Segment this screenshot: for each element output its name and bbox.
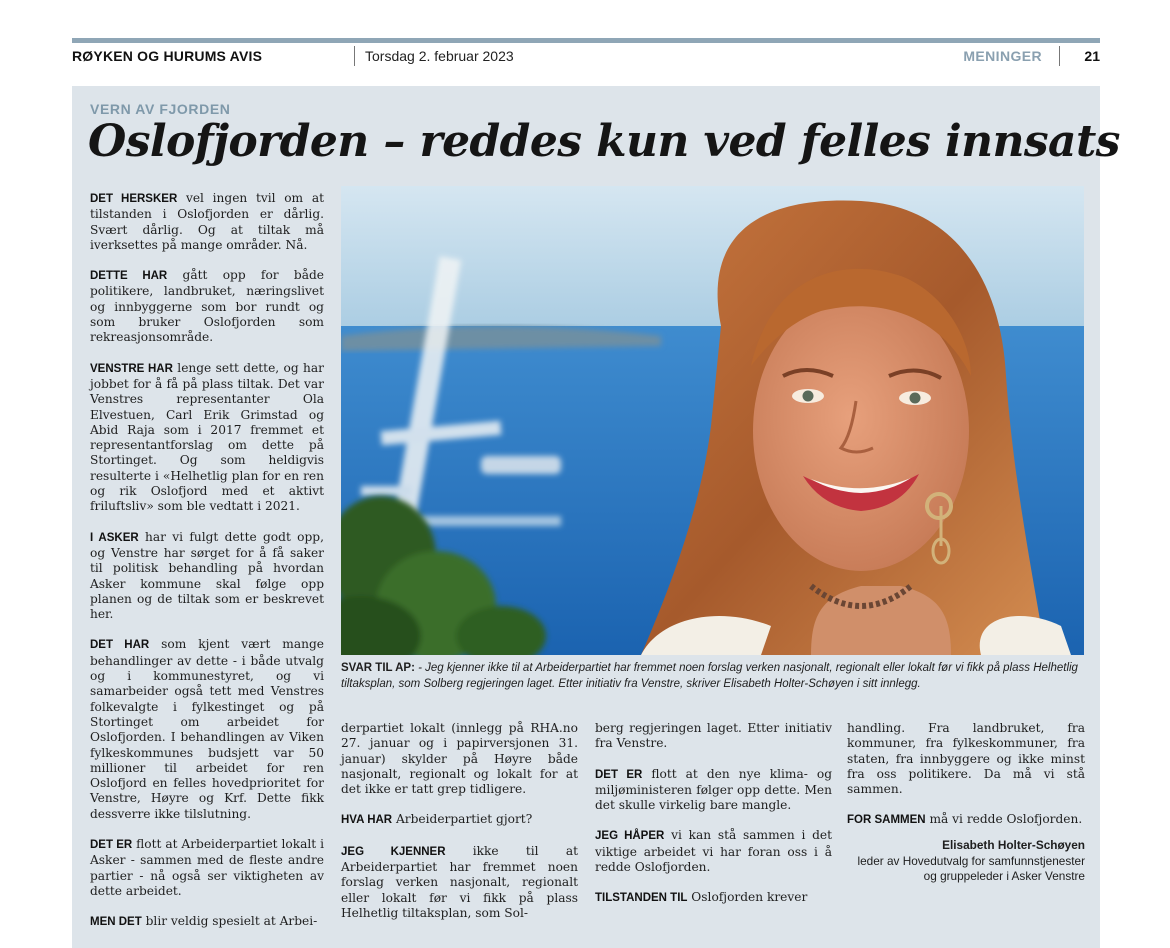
paragraph-lead-in: DET ER xyxy=(90,838,133,851)
header-divider xyxy=(1059,46,1060,66)
issue-date: Torsdag 2. februar 2023 xyxy=(365,48,514,64)
top-rule xyxy=(72,38,1100,43)
page-header xyxy=(72,46,1100,66)
paragraph-lead-in: TILSTANDEN TIL xyxy=(595,892,688,905)
paragraph-text: må vi redde Oslofjorden. xyxy=(925,812,1083,827)
caption-text: - Jeg kjenner ikke til at Arbeiderpartiet har fremmet noen forslag verken nasjonalt, regionalt eller lokalt før vi fikk på plass Helhetlig tiltaksplan, som Solberg regjeringen laget. Etter initiativ fra Venstre, skriver Elisabeth Holter-Schøyen i sitt innlegg. xyxy=(341,662,1078,690)
paragraph-text: har vi fulgt dette godt opp, og Venstre har sørget for å få saker til politisk behandling på hvordan Asker kommune skal følge opp planen og de tiltak som er beskrevet her. xyxy=(90,529,324,622)
author-photo xyxy=(341,186,1084,655)
article-paragraph xyxy=(341,721,578,797)
article-paragraph xyxy=(90,530,324,623)
paragraph-lead-in: FOR SAMMEN xyxy=(847,814,926,827)
article-paragraph xyxy=(595,890,832,906)
article-paragraph xyxy=(595,828,832,875)
paragraph-lead-in: JEG KJENNER xyxy=(341,845,446,858)
article-headline: Oslofjorden – reddes kun ved felles innsats xyxy=(88,116,1120,167)
paragraph-lead-in: I ASKER xyxy=(90,531,139,544)
paragraph-text: flott at Arbeiderpartiet lokalt i Asker - sammen med de fleste andre partier - nå også ser viktigheten av dette arbeidet. xyxy=(90,836,324,898)
article-paragraph xyxy=(90,637,324,822)
article-paragraph xyxy=(90,914,324,930)
article-paragraph xyxy=(341,812,578,828)
paragraph-text: derpartiet lokalt (innlegg på RHA.no 27. januar og i papirversjonen 31. januar) skylder på Høyre både nasjonalt, regionalt og lokalt for at det ikke er tatt grep tidligere. xyxy=(341,721,578,797)
article-column-1 xyxy=(90,191,324,945)
article-kicker: VERN AV FJORDEN xyxy=(90,101,231,117)
paragraph-text: blir veldig spesielt at Arbei- xyxy=(141,914,318,929)
article-paragraph xyxy=(595,767,832,814)
article-paragraph xyxy=(90,268,324,345)
article-column-3 xyxy=(595,721,832,922)
paragraph-text: flott at den nye klima- og miljøministeren følger opp dette. Men det skulle virkelig bare mangle. xyxy=(595,766,832,813)
paragraph-text: ikke til at Arbeiderpartiet har fremmet noen forslag verken nasjonalt, regionalt eller lokalt før vi fikk på plass Helhetlig tiltaksplan, som Sol- xyxy=(341,843,578,920)
paragraph-text: Arbeiderpartiet gjort? xyxy=(392,812,533,827)
paragraph-text: berg regjeringen laget. Etter initiativ fra Venstre. xyxy=(595,721,832,751)
paragraph-text: Oslofjorden krever xyxy=(687,890,808,905)
article-paragraph xyxy=(847,721,1085,797)
paragraph-lead-in: DET HAR xyxy=(90,639,150,652)
paragraph-lead-in: HVA HAR xyxy=(341,814,393,827)
article-paragraph xyxy=(90,361,324,515)
paragraph-lead-in: DETTE HAR xyxy=(90,270,168,283)
paragraph-text: lenge sett dette, og har jobbet for å få på plass tiltak. Det var Venstres representanter Ola Elvestuen, Carl Erik Grimstad og Abid Raja som i 2017 fremmet et representantforslag om dette på Stortinget. Og som heldigvis resulterte i «Helhetlig plan for en ren og rik Oslofjord med et aktivt friluftsliv» som ble vedtatt i 2021. xyxy=(90,360,324,514)
paragraph-text: gått opp for både politikere, landbruket, næringslivet og innbyggerne som bor rundt og som bruker Oslofjorden som rekreasjonsområde. xyxy=(90,268,324,345)
paragraph-lead-in: DET HERSKER xyxy=(90,193,178,205)
paragraph-lead-in: DET ER xyxy=(595,768,643,781)
article-paragraph xyxy=(90,837,324,899)
article-column-4 xyxy=(847,721,1085,844)
paragraph-lead-in: JEG HÅPER xyxy=(595,830,665,843)
author-title: leder av Hovedutvalg for samfunnstjenester og gruppeleder i Asker Venstre xyxy=(857,853,1085,883)
author-name: Elisabeth Holter-Schøyen xyxy=(942,838,1085,852)
paragraph-text: vel ingen tvil om at tilstanden i Oslofjorden er dårlig. Svært dårlig. Og at tiltak må iverksettes på mange områder. Nå. xyxy=(90,191,324,252)
article-paragraph xyxy=(847,812,1085,828)
paragraph-lead-in: VENSTRE HAR xyxy=(90,362,173,375)
section-name: MENINGER xyxy=(963,48,1042,64)
article-paragraph xyxy=(341,844,578,921)
caption-label: SVAR TIL AP: xyxy=(341,662,415,674)
article-paragraph xyxy=(90,191,324,253)
paragraph-lead-in: MEN DET xyxy=(90,916,142,929)
portrait-photo xyxy=(341,186,1084,655)
author-signature xyxy=(847,838,1085,885)
article-column-2 xyxy=(341,721,578,936)
photo-caption xyxy=(341,660,1084,692)
paragraph-text: som kjent vært mange behandlinger av dette - i både utvalg og i kommunestyret, og vi samarbeider også tett med Venstres folkevalgte i fylkestinget og på Stortinget om arbeidet for Oslofjorden. I behandlingen av Viken fylkeskommunes budsjett var 50 millioner til arbeidet for ren Oslofjord en felles hovedprioritet for Venstre, Høyre og Krf. Dette fikk dessverre ikke tilslutning. xyxy=(90,637,324,821)
article-paragraph xyxy=(595,721,832,752)
page-number: 21 xyxy=(1084,48,1100,64)
paper-name: RØYKEN OG HURUMS AVIS xyxy=(72,48,263,64)
header-divider xyxy=(354,46,355,66)
paragraph-text: handling. Fra landbruket, fra kommuner, fra fylkeskommuner, fra staten, fra innbyggere og ikke minst fra oss politikere. Da må vi stå sammen. xyxy=(847,721,1085,797)
paragraph-text: vi kan stå sammen i det viktige arbeidet vi har foran oss i å redde Oslofjorden. xyxy=(595,828,833,875)
